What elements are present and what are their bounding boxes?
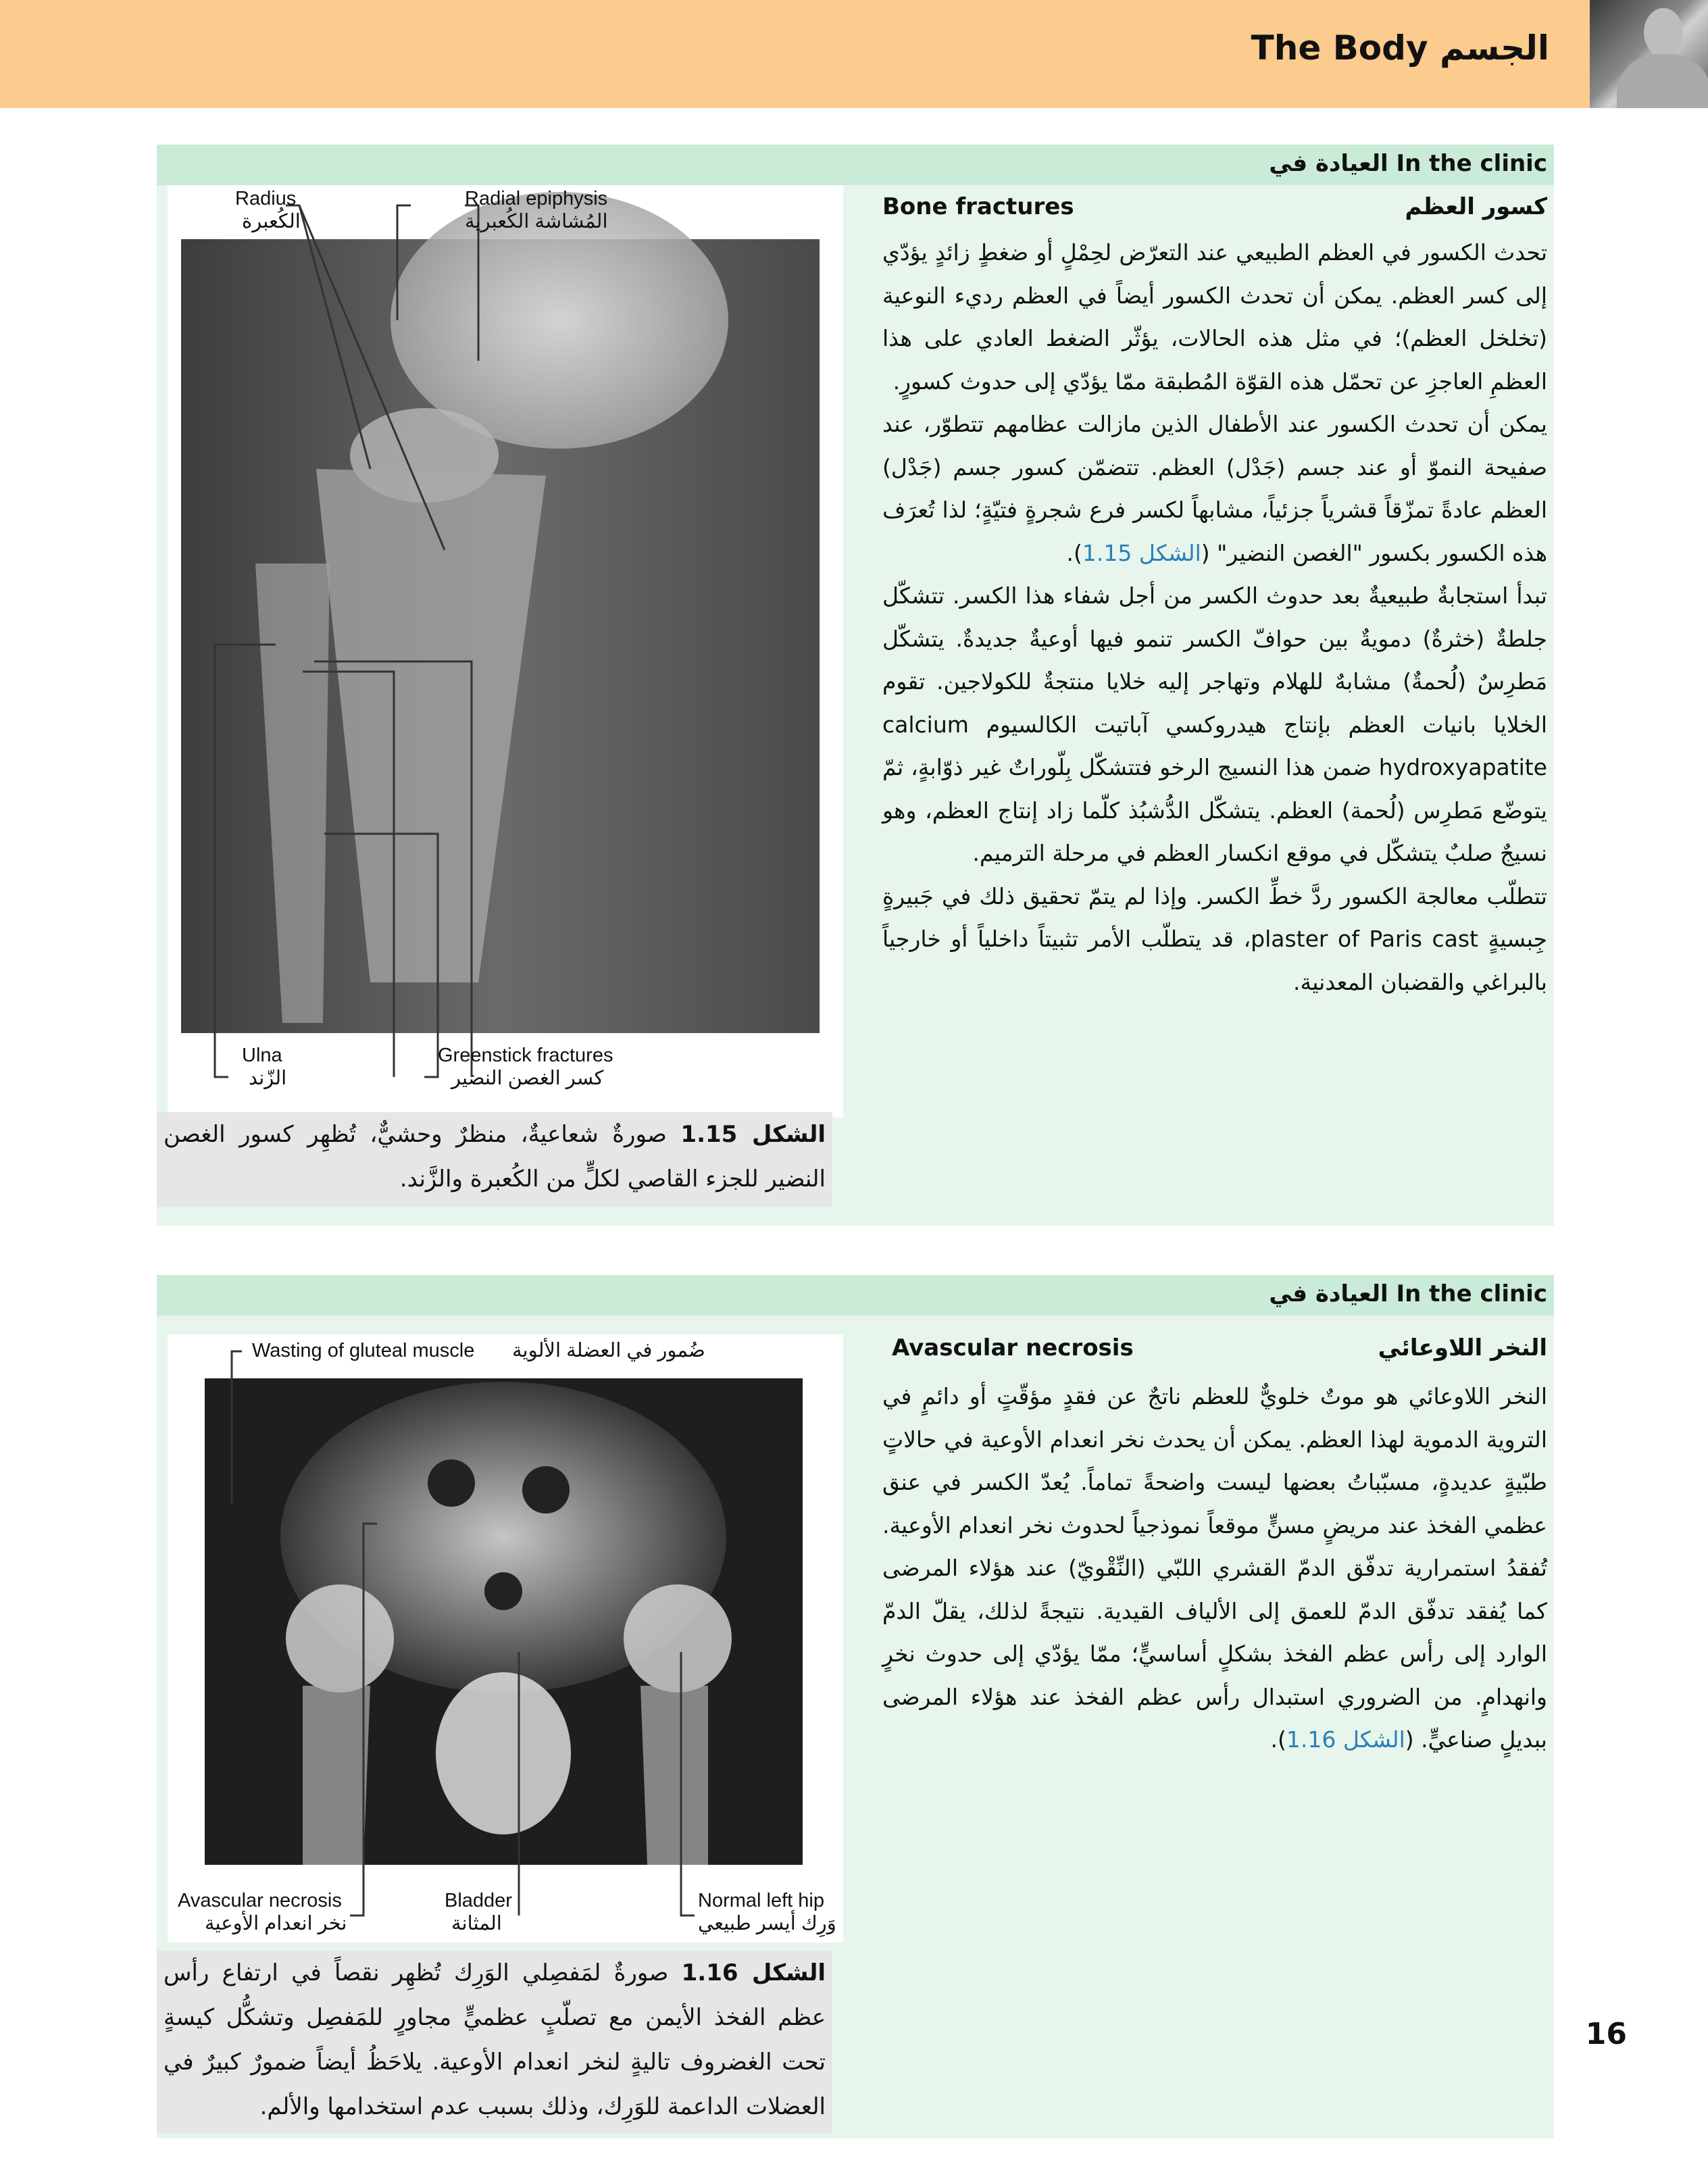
figure-1-15 bbox=[168, 185, 843, 1118]
label-epiphysis-en: Radial epiphysis bbox=[465, 188, 608, 209]
head-shape bbox=[1644, 8, 1683, 57]
caption-text: صورةٌ لمَفصِلي الوَرِك تُظهِر نقصاً في ارتفاع رأس عظم الفخذ الأيمن مع تصلّبٍ عظميٍّ مجاورٍ للمَفصِل وتشكُّل كيسةٍ تحت الغضروف تاليةٍ لنخر انعدام الأوعية. يلاحَظُ أيضاً ضمورٌ كبيرٌ في العضلات الداعمة للوَرِك، وذلك بسبب عدم استخدامها والألم. bbox=[164, 1959, 826, 2120]
label-bladder-en: Bladder bbox=[445, 1890, 512, 1911]
label-avascular-en: Avascular necrosis bbox=[178, 1890, 342, 1911]
caption-lead: الشكل 1.16 bbox=[681, 1959, 826, 1986]
section-title-en: Bone fractures bbox=[882, 193, 1074, 220]
paragraph: النخر اللاوعائي هو موتٌ خلويٌّ للعظم ناتجٌ عن فقدٍ مؤقّتٍ أو دائمٍ في التروية الدموية لهذا العظم. يمكن أن يحدث نخر انعدام الأوعية في حالاتٍ طبّيةٍ عديدةٍ، مسبّباتُ بعضها ليست واضحةً تماماً. يُعدّ الكسر في عنق عظمي الفخذ عند مريضٍ مسنٍّ موقعاً نموذجياً لحدوث نخر انعدام الأوعية. تُفقدُ استمرارية تدفّق الدمّ القشري اللبّي (النِّقْويّ) عند هؤلاء المرضى كما يُفقد تدفّق الدمّ للعمق إلى الألياف القيدية. نتيجةً لذلك، يقلّ الدمّ الوارد إلى رأس عظم الفخذ بشكلٍ أساسيٍّ؛ ممّا يؤدّي إلى حدوث نخرٍ وانهدامٍ. من الضروري استبدال رأس عظم الفخذ عند هؤلاء المرضى ببديلٍ صناعيٍّ. (الشكل 1.16). bbox=[882, 1383, 1547, 1753]
paragraph: تحدث الكسور في العظم الطبيعي عند التعرّض لحِمْلٍ أو ضغطٍ زائدٍ يؤدّي إلى كسر العظم. يمكن أن تحدث الكسور أيضاً في العظم رديء النوعية (تخلخل العظم)؛ في مثل هذه الحالات، يؤثّر الضغط العادي على هذا العظمِ العاجزِ عن تحمّل هذه القوّة المُطبقة ممّا يؤدّي إلى حدوث كسورٍ. bbox=[882, 239, 1547, 395]
label-gluteal-en: Wasting of gluteal muscle bbox=[252, 1340, 475, 1361]
clinic-box-avascular-necrosis bbox=[157, 1275, 1554, 2138]
label-greenstick-ar: كسر الغصن النضير bbox=[451, 1068, 604, 1089]
bone-fractures-text bbox=[882, 231, 1547, 1003]
mri-hips-image bbox=[168, 1334, 843, 1943]
torso-shape bbox=[1617, 54, 1708, 108]
figure-1-15-caption bbox=[157, 1112, 832, 1207]
figure-1-16-caption bbox=[157, 1951, 832, 2133]
section-title-ar: النخر اللاوعائي bbox=[1378, 1334, 1547, 1361]
label-hip-en: Normal left hip bbox=[698, 1890, 824, 1911]
clinic-box-heading-bar bbox=[157, 1275, 1554, 1316]
label-greenstick-en: Greenstick fractures bbox=[438, 1045, 613, 1066]
figure-reference-link[interactable]: الشكل 1.16 bbox=[1286, 1726, 1405, 1753]
clinic-box-bone-fractures bbox=[157, 145, 1554, 1226]
paragraph: تبدأ استجابةٌ طبيعيةٌ بعد حدوث الكسر من أجل شفاء هذا الكسر. تتشكّل جلطةٌ (خثرةٌ) دمويةٌ بين حوافّ الكسر تنمو فيها أوعيةٌ جديدةٌ. يتشكّل مَطرِسٌ (لُحمةٌ) مشابهٌ للهلام وتهاجر إليه خلايا منتجةٌ للكولاجين. تقوم الخلايا بانيات العظم بإنتاج هيدروكسي آباتيت الكالسيوم calcium hydroxyapatite ضمن هذا النسيج الرخو فتتشكّل بِلّوراتٌ غير ذوّابةٍ، ثمّ يتوضّع مَطرِس (لُحمة) العظم. يتشكّل الدُّشبُذ كلّما زاد إنتاج العظم، وهو نسيجٌ صلبٌ يتشكّل في موقع انكسار العظم في مرحلة الترميم. bbox=[882, 582, 1547, 866]
label-hip-ar: وَرِك أيسر طبيعي bbox=[698, 1913, 836, 1934]
caption-text: صورةٌ شعاعيةٌ، منظرٌ وحشيٌّ، تُظهِر كسور الغصن النضير للجزء القاصي لكلٍّ من الكُعبرة والزَّند. bbox=[164, 1121, 826, 1193]
figure-reference-link[interactable]: الشكل 1.15 bbox=[1082, 539, 1201, 566]
label-ulna-en: Ulna bbox=[242, 1045, 282, 1066]
label-ulna-ar: الزّند bbox=[249, 1068, 287, 1089]
section-title-en: Avascular necrosis bbox=[892, 1334, 1134, 1361]
paragraph: يمكن أن تحدث الكسور عند الأطفال الذين مازالت عظامهم تتطوّر، عند صفيحة النموّ أو عند جسم (جَدْل) العظم. تتضمّن كسور جسم (جَدْل) العظم عادةً تمزّقاً قشرياً جزئياً، مشابهاً لكسر فرع شجرةٍ فتيّةٍ؛ لذا تُعرَف هذه الكسور بكسور "الغصن النضير" (الشكل 1.15). bbox=[882, 411, 1547, 566]
clinic-box-heading-bar bbox=[157, 145, 1554, 185]
label-radius-en: Radius bbox=[235, 188, 297, 209]
caption-lead: الشكل 1.15 bbox=[680, 1121, 826, 1148]
page-header bbox=[0, 0, 1708, 108]
page-number: 16 bbox=[1585, 2017, 1627, 2051]
header-title: The Body الجسم bbox=[1251, 28, 1549, 68]
section-title-ar: كسور العظم bbox=[1405, 193, 1547, 220]
paragraph: تتطلّب معالجة الكسور ردَّ خطِّ الكسر. وإذا لم يتمّ تحقيق ذلك في جَبيرةٍ جِبسيةٍ plaster of Paris cast، قد يتطلّب الأمر تثبيتاً داخلياً أو خارجياً بالبراغي والقضبان المعدنية. bbox=[882, 882, 1548, 995]
label-bladder-ar: المثانة bbox=[451, 1913, 502, 1934]
avascular-necrosis-text bbox=[882, 1375, 1547, 1761]
header-body-image bbox=[1590, 0, 1708, 108]
figure-1-16 bbox=[168, 1334, 843, 1943]
label-avascular-ar: نخر انعدام الأوعية bbox=[205, 1913, 347, 1934]
clinic-box-heading: In the clinic العيادة في bbox=[1269, 150, 1547, 177]
label-epiphysis-ar: المُشاشة الكُعبرية bbox=[465, 211, 608, 232]
clinic-box-heading: In the clinic العيادة في bbox=[1269, 1280, 1547, 1307]
label-radius-ar: الكُعبرة bbox=[242, 211, 301, 232]
label-gluteal-ar: ضُمور في العضلة الألوية bbox=[512, 1340, 705, 1361]
xray-forearm-image bbox=[168, 185, 843, 1118]
